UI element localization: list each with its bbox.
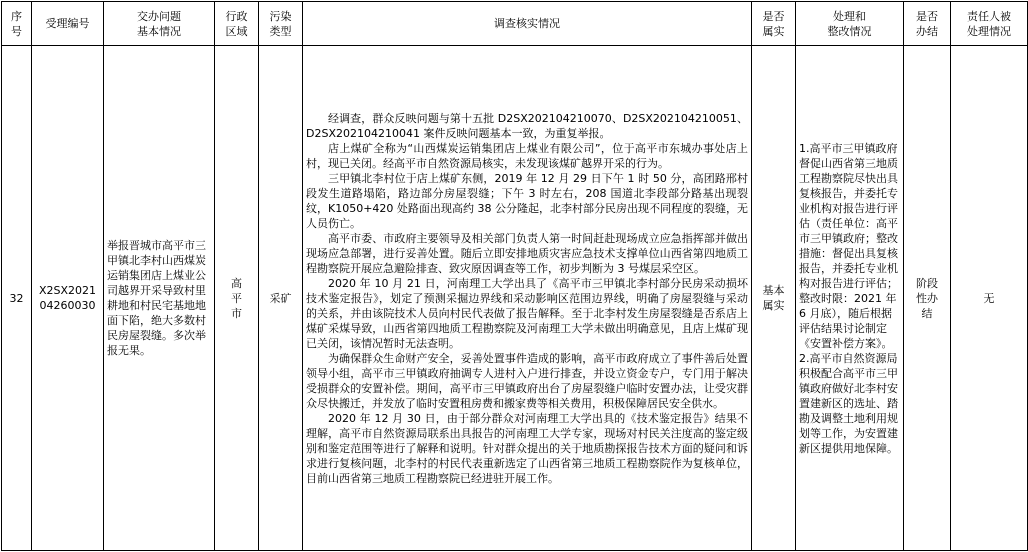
handling-paragraph: 1.高平市三甲镇政府督促山西省第三地质工程勘察院尽快出具复核报告，并委托专业机构对报告进行评估（责任单位：高平市三甲镇政府；整改措施：督促出具复核报告，并委托专业机构对报告进行评估；整改时限：2021 年 6 月底），随后根据评估结果讨论制定《安置补偿方案》。 <box>799 141 898 350</box>
cell-accountability: 无 <box>951 46 1028 551</box>
header-accountability: 责任人被 处理情况 <box>951 2 1028 46</box>
header-seq: 序 号 <box>2 2 32 46</box>
cell-complaint: 举报晋城市高平市三甲镇北李村山西煤炭运销集团店上煤业公司越界开采导致村里耕地和村民宅基地地面下陷，绝大多数村民房屋裂缝。多次举报无果。 <box>104 46 215 551</box>
table-row <box>2 46 1028 551</box>
header-row <box>2 2 1028 46</box>
header-pollution: 污染 类型 <box>259 2 303 46</box>
cell-verified: 基本 属实 <box>752 46 796 551</box>
investigation-paragraph: 为确保群众生命财产安全，妥善处置事件造成的影响，高平市政府成立了事件善后处置领导小组，高平市三甲镇政府抽调专人进村入户进行排查，并设立资金专户，专门用于解决受损群众的安置补偿。期间，高平市三甲镇政府出台了房屋裂缝户临时安置办法，让受灾群众尽快搬迁，并发放了临时安置租房费和搬家费等相关费用，积极保障居民安全供水。 <box>306 351 748 410</box>
investigation-paragraph: 三甲镇北李村位于店上煤矿东侧，2019 年 12 月 29 日下午 1 时 50 分，高团路邢村段发生道路塌陷，路边部分房屋裂缝；下午 3 时左右，208 国道北李段部分路基出现裂纹，K1050+420 处路面出现高约 38 公分隆起，北李村部分民房出现不同程度的裂缝，无人员伤亡。 <box>306 171 748 230</box>
cell-case-no: X2SX2021 04260030 <box>32 46 104 551</box>
cell-closed: 阶段 性办 结 <box>904 46 951 551</box>
header-handling: 处理和 整改情况 <box>796 2 904 46</box>
investigation-paragraph: 高平市委、市政府主要领导及相关部门负责人第一时间赶赴现场成立应急指挥部并做出现场应急部署，进行妥善处置。随后立即安排地质灾害应急技术支撑单位山西省第四地质工程勘察院开展应急避险排查、致灾原因调查等工作，初步判断为 3 号煤层采空区。 <box>306 231 748 275</box>
cell-handling <box>796 46 904 551</box>
investigation-paragraph: 经调查，群众反映问题与第十五批 D2SX202104210070、D2SX202104210051、D2SX202104210041 案件反映问题基本一致，为重复举报。 <box>306 111 748 140</box>
header-complaint: 交办问题 基本情况 <box>104 2 215 46</box>
case-table <box>1 1 1028 551</box>
cell-seq: 32 <box>2 46 32 551</box>
handling-paragraph: 2.高平市自然资源局积极配合高平市三甲镇政府做好北李村安置建新区的选址、踏勘及调整土地利用规划等工作，为安置建新区提供用地保障。 <box>799 351 898 455</box>
header-region: 行政 区域 <box>215 2 259 46</box>
header-verified: 是否 属实 <box>752 2 796 46</box>
investigation-paragraph: 2020 年 12 月 30 日，由于部分群众对河南理工大学出具的《技术鉴定报告》结果不理解，高平市自然资源局联系出具报告的河南理工大学专家，现场对村民关注度高的鉴定级别和鉴定范围等进行了解释和说明。针对群众提出的关于地质勘探报告技术方面的疑问和诉求进行复核问题，北李村的村民代表重新选定了山西省第三地质工程勘察院作为复核单位，目前山西省第三地质工程勘察院已经进驻开展工作。 <box>306 411 748 485</box>
investigation-paragraph: 2020 年 10 月 21 日，河南理工大学出具了《高平市三甲镇北李村部分民房采动损坏技术鉴定报告》，划定了预测采掘边界线和采动影响区范围边界线，明确了房屋裂缝与采动的关系，并由该院技术人员向村民代表做了报告解释。至于北李村发生房屋裂缝是否系店上煤矿采煤导致，山西省第四地质工程勘察院及河南理工大学未做出明确意见，且店上煤矿现已关闭，该情况暂时无法查明。 <box>306 276 748 350</box>
header-investigation: 调查核实情况 <box>303 2 752 46</box>
investigation-paragraph: 店上煤矿全称为“山西煤炭运销集团店上煤业有限公司”，位于高平市东城办事处店上村，现已关闭。经高平市自然资源局核实，未发现该煤矿越界开采的行为。 <box>306 141 748 170</box>
cell-region: 高 平 市 <box>215 46 259 551</box>
cell-pollution: 采矿 <box>259 46 303 551</box>
header-closed: 是否 办结 <box>904 2 951 46</box>
header-case-no: 受理编号 <box>32 2 104 46</box>
cell-investigation <box>303 46 752 551</box>
